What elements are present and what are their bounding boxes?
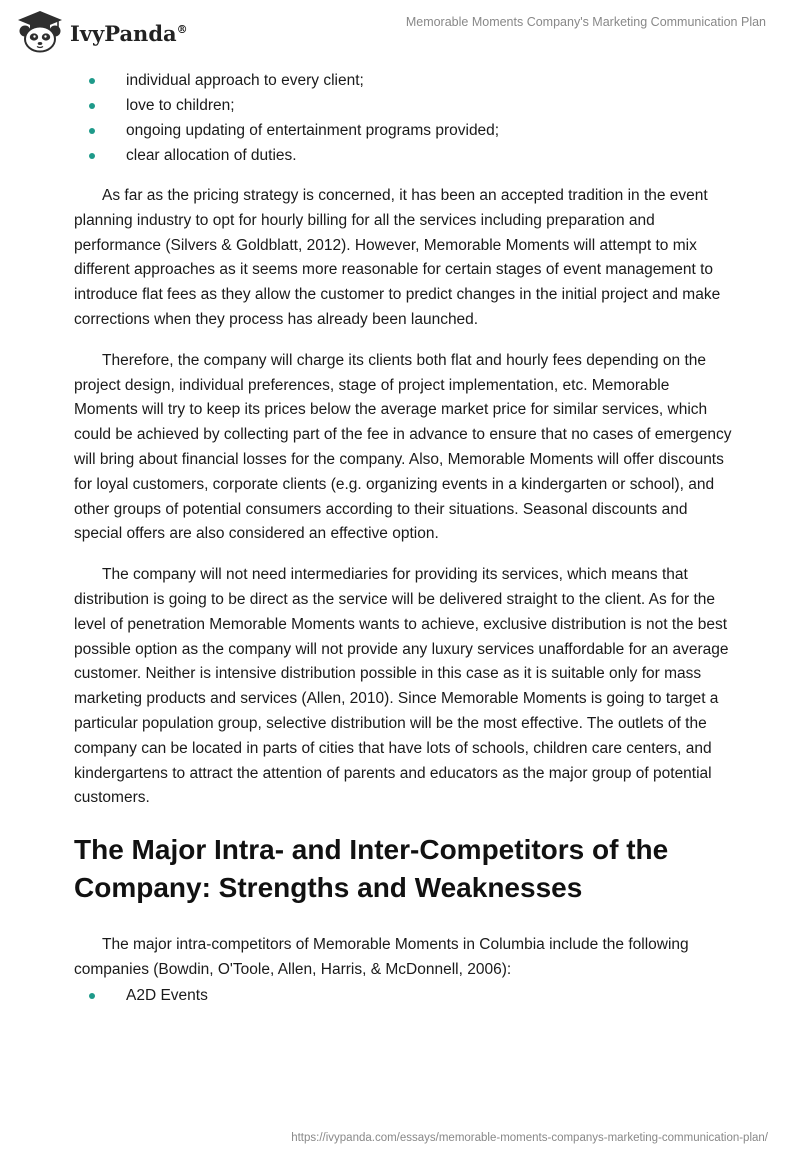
bullet-icon <box>89 153 95 159</box>
page-header <box>0 0 800 60</box>
list-item <box>74 93 734 118</box>
paragraph-fees: Therefore, the company will charge its clients both flat and hourly fees depending on the project design, individual preferences, stage of project implementation, etc. Memorable Moments will try to keep its prices below the average market price for similar services, which could be achieved by collecting part of the fee in advance to ensure that no cases of emergency will bring about financial losses for the company. Also, Memorable Moments will offer discounts for loyal customers, corporate clients (e.g. organizing events in a kindergarten or school), and other groups of potential consumers according to their situations. Seasonal discounts and special offers are also considered an effective option. <box>74 351 732 543</box>
list-item-text: individual approach to every client; <box>126 72 364 89</box>
registered-mark: ® <box>176 22 188 36</box>
paragraph-pricing: As far as the pricing strategy is concerned, it has been an accepted tradition in the event planning industry to opt for hourly billing for all the services including preparation and performance (Silvers & Goldblatt, 2012). However, Memorable Moments will attempt to mix different approaches as it seems more reasonable for certain stages of event management to introduce flat fees as they allow the customer to predict changes in the initial project and make corrections when they process has already been launched. <box>74 187 721 328</box>
logo-text: IvyPanda <box>70 20 177 46</box>
paragraph-distribution: The company will not need intermediaries for providing its services, which means that distribution is going to be direct as the service will be delivered straight to the client. As for the level of penetration Memorable Moments wants to achieve, exclusive distribution is not the best possible option as the company will not provide any luxury services unaffordable for an average customer. Neither is intensive distribution possible in this case as it is suitable only for mass marketing products and services (Allen, 2010). Since Memorable Moments is going to target a particular population group, selective distribution will be the most effective. The outlets of the company can be located in parts of cities that have lots of schools, children care centers, and kindergartens to attract the attention of parents and educators as the major group of potential customers. <box>74 566 729 807</box>
bullet-icon <box>89 993 95 999</box>
bullet-icon <box>89 128 95 134</box>
paragraph-competitors-intro: The major intra-competitors of Memorable Moments in Columbia include the following companies (Bowdin, O'Toole, Allen, Harris, & McDonnell, 2006): <box>74 936 689 978</box>
document-title: Memorable Moments Company's Marketing Communication Plan <box>405 15 766 29</box>
list-item <box>74 143 734 168</box>
panda-graduate-icon <box>14 8 66 54</box>
bullet-icon <box>89 78 95 84</box>
bullet-list-competitors <box>74 983 734 1008</box>
list-item-text: ongoing updating of entertainment programs provided; <box>126 122 500 139</box>
list-item <box>74 983 734 1008</box>
logo-wordmark <box>70 21 188 46</box>
bullet-list-top <box>74 68 734 168</box>
list-item <box>74 68 734 93</box>
list-item-text: love to children; <box>126 97 235 114</box>
source-url[interactable]: https://ivypanda.com/essays/memorable-moments-companys-marketing-communication-plan/ <box>291 1132 768 1144</box>
essay-content <box>74 68 734 1008</box>
list-item <box>74 118 734 143</box>
section-heading: The Major Intra- and Inter-Competitors of the Company: Strengths and Weaknesses <box>74 834 669 904</box>
ivypanda-logo[interactable] <box>14 8 188 54</box>
bullet-icon <box>89 103 95 109</box>
list-item-text: A2D Events <box>126 986 208 1004</box>
list-item-text: clear allocation of duties. <box>126 147 297 164</box>
